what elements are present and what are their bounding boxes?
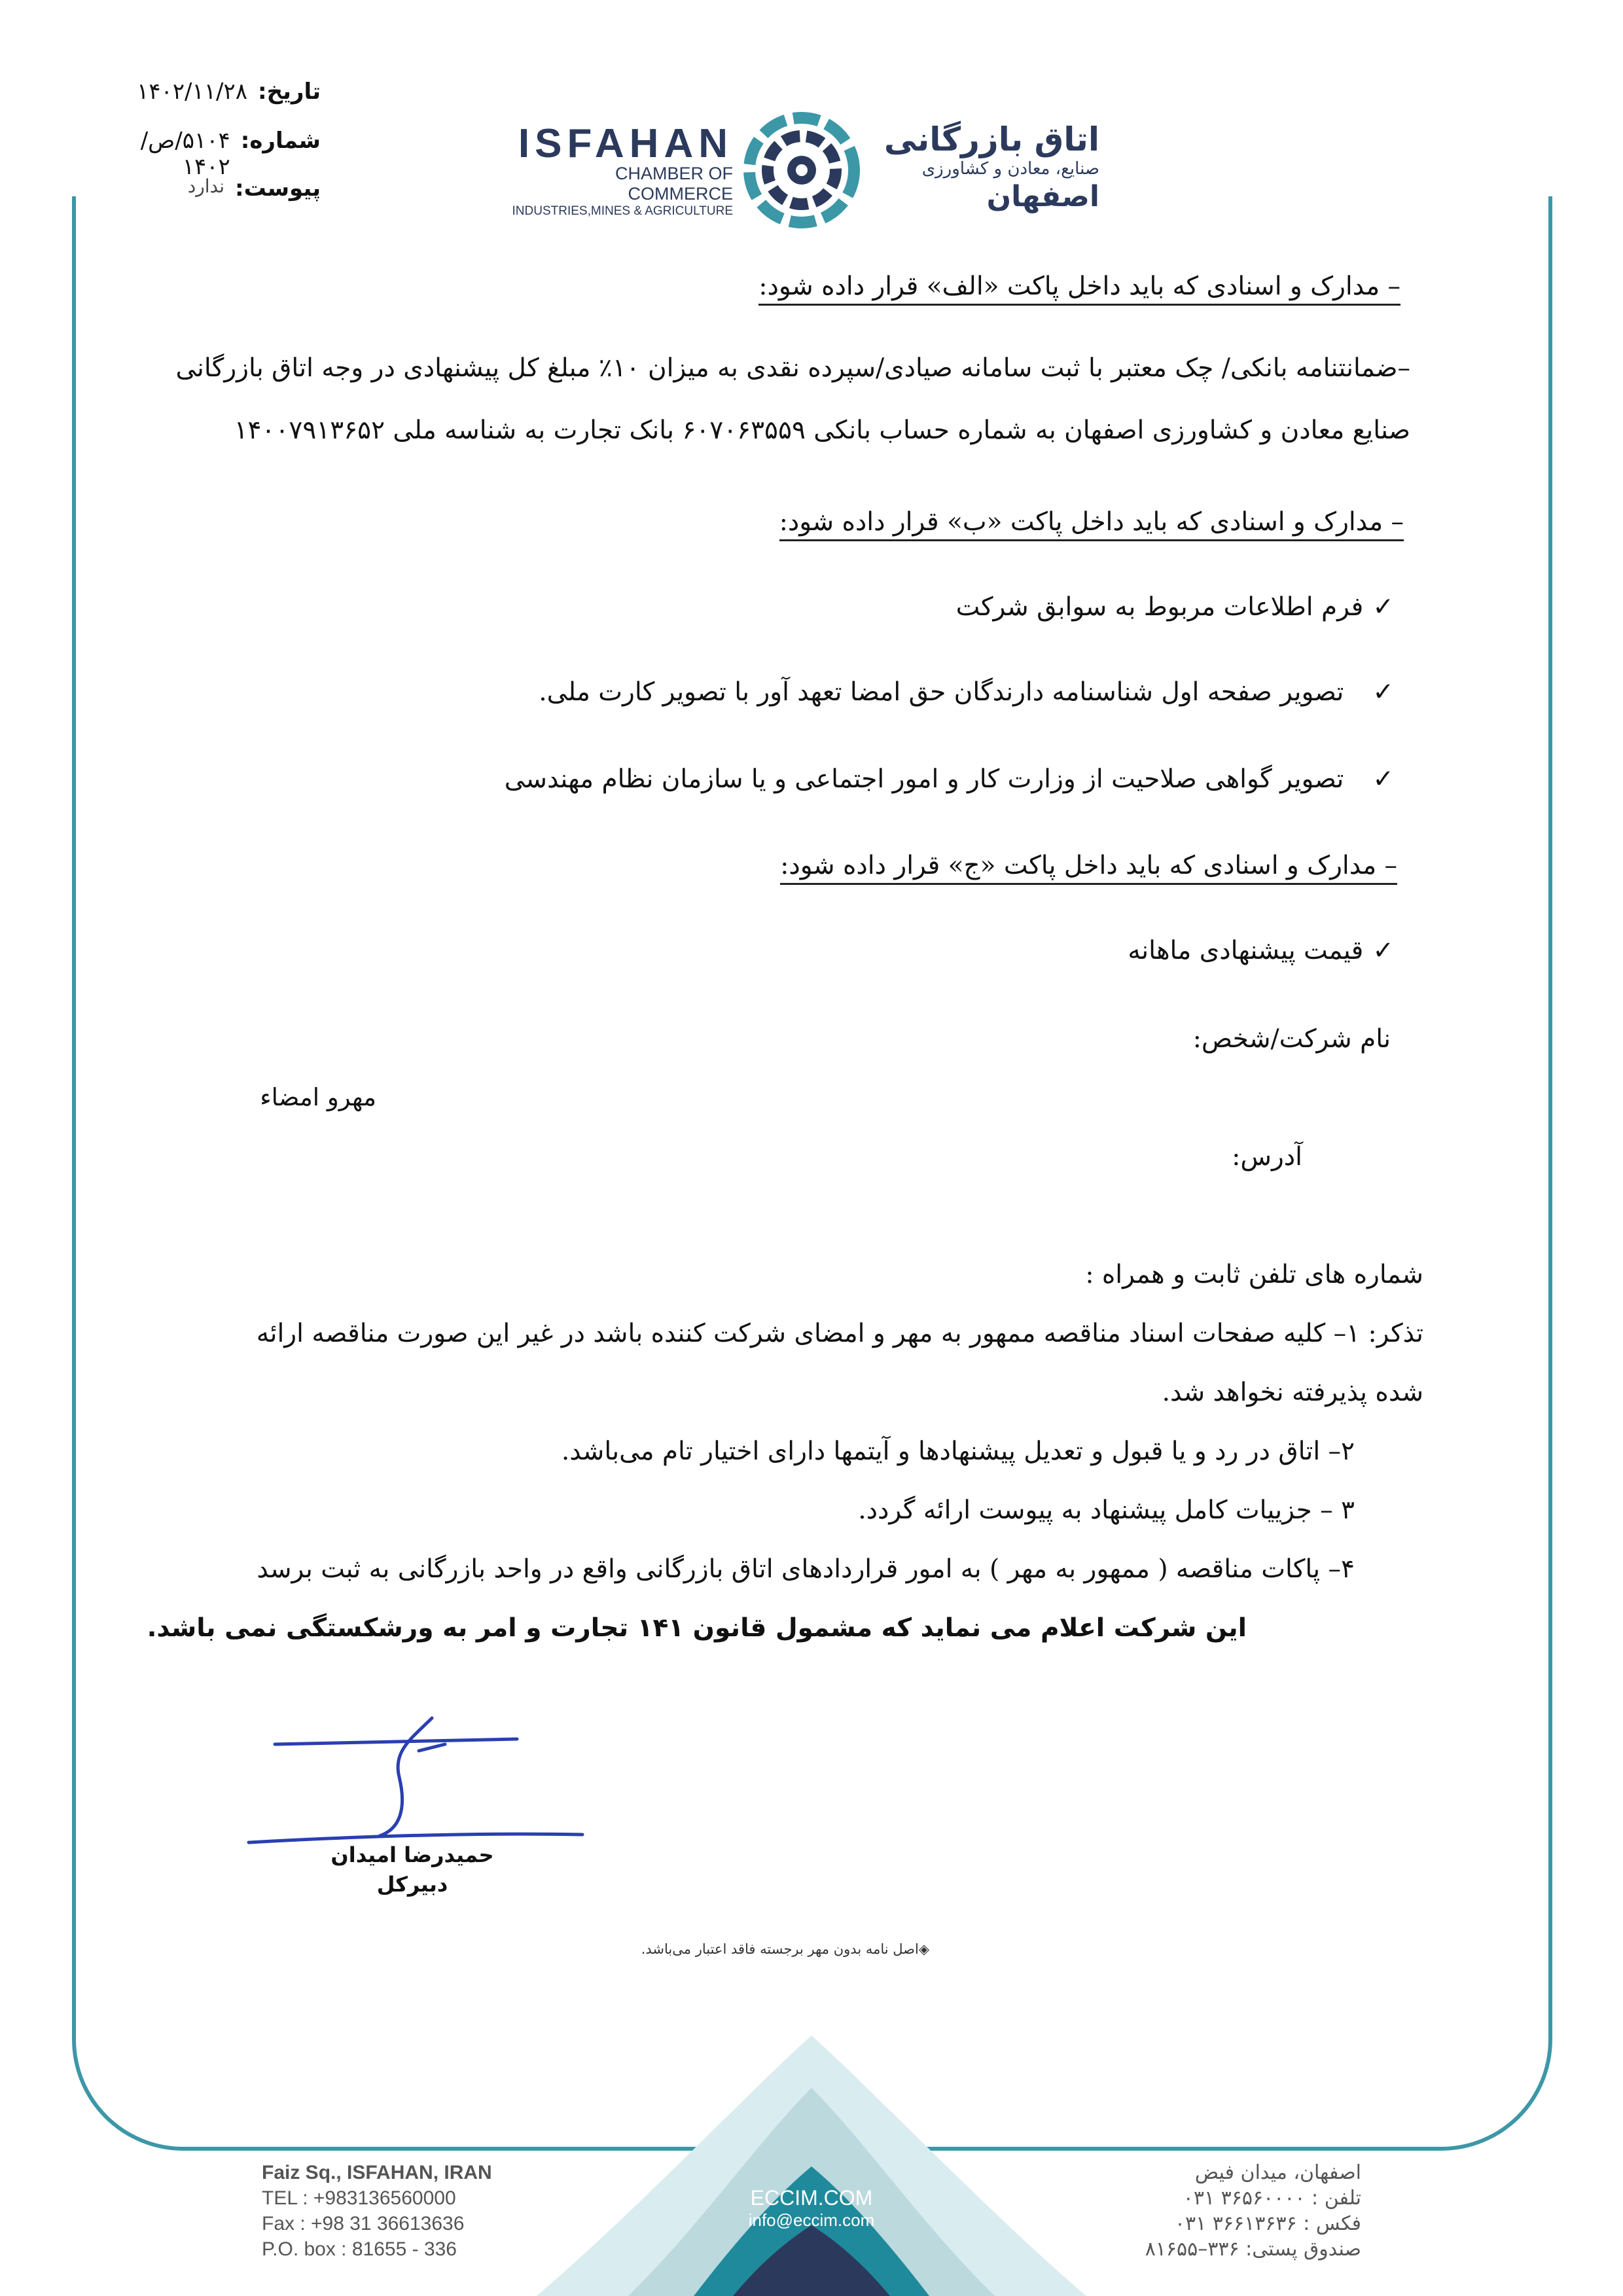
footer-contact-persian bbox=[1145, 2160, 1361, 2262]
page-frame bbox=[72, 196, 1552, 2151]
checkmark-icon: ✓ bbox=[1372, 592, 1394, 622]
attachment-value: ندارد bbox=[187, 175, 224, 197]
footer-fax-en: Fax : +98 31 36613636 bbox=[262, 2213, 465, 2234]
bold-declaration: این شرکت اعلام می نماید که مشمول قانون ۱۴۱ تجارت و امر به ورشکستگی نمی باشد. bbox=[147, 1613, 1247, 1643]
guarantee-line-1: –ضمانتنامه بانکی/ چک معتبر با ثبت سامانه صیادی/سپرده نقدی به میزان ۱۰٪ مبلغ کل پیشنهادی در وجه اتاق بازرگانی bbox=[175, 353, 1410, 383]
logo-en-line3: INDUSTRIES,MINES & AGRICULTURE bbox=[512, 204, 733, 218]
footer-tel-fa: تلفن : ۳۶۵۶۰۰۰۰ ۰۳۱ bbox=[1183, 2187, 1361, 2210]
footer-contact-english bbox=[262, 2160, 492, 2262]
date-label: تاریخ: bbox=[258, 79, 321, 105]
heading-packet-a: – مدارک و اسنادی که باید داخل پاکت «الف» قرار داده شود: bbox=[758, 272, 1400, 301]
diamond-icon: ◈ bbox=[918, 1941, 929, 1957]
attachment-label: پیوست: bbox=[235, 175, 321, 202]
phone-numbers-label: شماره های تلفن ثابت و همراه : bbox=[1085, 1260, 1423, 1289]
logo-en-line2: CHAMBER OF COMMERCE bbox=[615, 164, 733, 204]
handwritten-signature bbox=[236, 1705, 602, 1856]
checkmark-icon: ✓ bbox=[1372, 936, 1394, 965]
note-4: ۴– پاکات مناقصه ( ممهور به مهر ) به امور قراردادهای اتاق بازرگانی واقع در واحد بازرگانی به ثبت برسد bbox=[257, 1554, 1355, 1584]
logo-en-line1: ISFAHAN bbox=[518, 121, 733, 166]
note-1-line-2: شده پذیرفته نخواهد شد. bbox=[1162, 1378, 1423, 1407]
date-row bbox=[98, 79, 321, 105]
footer-po-box-en: P.O. box : 81655 - 336 bbox=[262, 2238, 457, 2260]
signatory-name: حمیدرضا امیدان bbox=[330, 1842, 494, 1867]
list-item-b3: ✓تصویر گواهی صلاحیت از وزارت کار و امور اجتماعی و یا سازمان نظام مهندسی bbox=[504, 764, 1394, 794]
footer-email-link[interactable]: info@eccim.com bbox=[748, 2210, 875, 2230]
footer-web-contact bbox=[713, 2186, 910, 2231]
address-label: آدرس: bbox=[1232, 1142, 1302, 1172]
number-label: شماره: bbox=[240, 128, 321, 154]
heading-packet-b: – مدارک و اسنادی که باید داخل پاکت «ب» قرار داده شود: bbox=[779, 507, 1404, 537]
date-value: ۱۴۰۲/۱۱/۲۸ bbox=[137, 79, 248, 105]
checkmark-icon: ✓ bbox=[1372, 677, 1394, 707]
checkmark-icon: ✓ bbox=[1372, 764, 1394, 794]
signatory-title: دبیرکل bbox=[376, 1872, 448, 1897]
chamber-emblem-icon bbox=[733, 101, 870, 239]
seal-signature-label: مهرو امضاء bbox=[260, 1083, 376, 1111]
footer-address-fa: اصفهان، میدان فیض bbox=[1194, 2161, 1361, 2184]
number-value: ۵۱۰۴/ص/۱۴۰۲ bbox=[140, 128, 230, 180]
number-row bbox=[98, 128, 321, 180]
logo-english bbox=[510, 121, 733, 219]
logo-persian bbox=[877, 121, 1099, 213]
company-name-label: نام شرکت/شخص: bbox=[1192, 1024, 1391, 1054]
footer-address-en: Faiz Sq., ISFAHAN, IRAN bbox=[262, 2162, 492, 2183]
footer-lotus-decoration bbox=[537, 2016, 1086, 2296]
footer-website-link[interactable]: ECCIM.COM bbox=[750, 2186, 873, 2210]
list-item-c1: ✓قیمت پیشنهادی ماهانه bbox=[1128, 936, 1394, 965]
logo-fa-line3: اصفهان bbox=[986, 180, 1099, 213]
guarantee-line-2: صنایع معادن و کشاورزی اصفهان به شماره حساب بانکی ۶۰۷۰۶۳۵۵۹ بانک تجارت به شناسه ملی ۱۴۰۰۷۹۱۳۶۵۲ bbox=[234, 416, 1410, 445]
heading-packet-c: – مدارک و اسنادی که باید داخل پاکت «ج» قرار داده شود: bbox=[780, 851, 1397, 880]
footer-po-box-fa: صندوق پستی: ۳۳۶–۸۱۶۵۵ bbox=[1145, 2238, 1361, 2261]
note-1-line-1: تذکر: ۱– کلیه صفحات اسناد مناقصه ممهور به مهر و امضای شرکت کننده باشد در غیر این صورت مناقصه ارائه bbox=[256, 1319, 1423, 1348]
list-item-b1: ✓فرم اطلاعات مربوط به سوابق شرکت bbox=[955, 592, 1394, 622]
note-3: ۳ – جزییات کامل پیشنهاد به پیوست ارائه گردد. bbox=[858, 1496, 1355, 1525]
footer-fax-fa: فکس : ۳۶۶۱۳۶۳۶ ۰۳۱ bbox=[1174, 2212, 1361, 2235]
stamp-validity-note: ◈اصل نامه بدون مهر برجسته فاقد اعتبار می‌باشد. bbox=[641, 1941, 929, 1957]
logo-fa-line2: صنایع، معادن و کشاورزی bbox=[921, 159, 1099, 179]
attachment-row bbox=[98, 175, 321, 202]
footer-tel-en: TEL : +983136560000 bbox=[262, 2187, 456, 2209]
list-item-b2: ✓تصویر صفحه اول شناسنامه دارندگان حق امضا تعهد آور با تصویر کارت ملی. bbox=[539, 677, 1394, 707]
note-2: ۲– اتاق در رد و یا قبول و تعدیل پیشنهادها و آیتمها دارای اختیار تام می‌باشد. bbox=[561, 1437, 1355, 1466]
logo-fa-line1: اتاق بازرگانی bbox=[883, 120, 1099, 158]
